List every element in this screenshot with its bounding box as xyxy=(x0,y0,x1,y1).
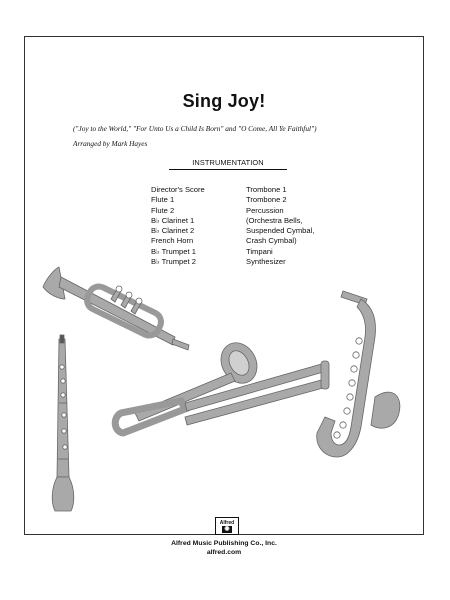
list-item: B♭ Clarinet 1 xyxy=(151,215,195,225)
list-item: B♭ Clarinet 2 xyxy=(151,226,195,236)
list-item: Crash Cymbal) xyxy=(246,236,297,246)
trumpet-icon xyxy=(43,267,189,350)
trombone-icon xyxy=(115,336,329,433)
instrumentation-heading: INSTRUMENTATION xyxy=(169,158,287,170)
list-item: Synthesizer xyxy=(246,257,286,267)
list-item: Suspended Cymbal, xyxy=(246,226,315,236)
list-item: Trombone 2 xyxy=(246,195,287,205)
list-item: Trombone 1 xyxy=(246,185,287,194)
clarinet-icon xyxy=(52,335,74,511)
instrument-illustrations xyxy=(25,37,425,536)
list-item: B♭ Trumpet 1 xyxy=(151,246,196,256)
list-item: Timpani xyxy=(246,246,273,256)
page-title: Sing Joy! xyxy=(182,91,266,111)
logo-mark-icon: ◉ xyxy=(222,526,232,533)
cover-page xyxy=(24,36,424,556)
arranger-credit: Arranged by Mark Hayes xyxy=(73,139,148,148)
list-item: Flute 1 xyxy=(151,195,175,205)
list-item: Flute 2 xyxy=(151,205,175,215)
logo-text: Alfred xyxy=(219,519,235,526)
list-item: B♭ Trumpet 2 xyxy=(151,257,196,267)
list-item: (Orchestra Bells, xyxy=(246,215,303,225)
list-item: Percussion xyxy=(246,205,284,215)
publisher-name: Alfred Music Publishing Co., Inc. xyxy=(171,540,277,547)
alfred-logo xyxy=(215,517,239,535)
list-item: French Horn xyxy=(151,236,194,246)
song-list-subtitle: ("Joy to the World," "For Unto Us a Child Is Born" and "O Come, All Ye Faithful") xyxy=(73,124,317,133)
publisher-website: alfred.com xyxy=(206,549,242,556)
list-item: Director's Score xyxy=(151,185,205,194)
